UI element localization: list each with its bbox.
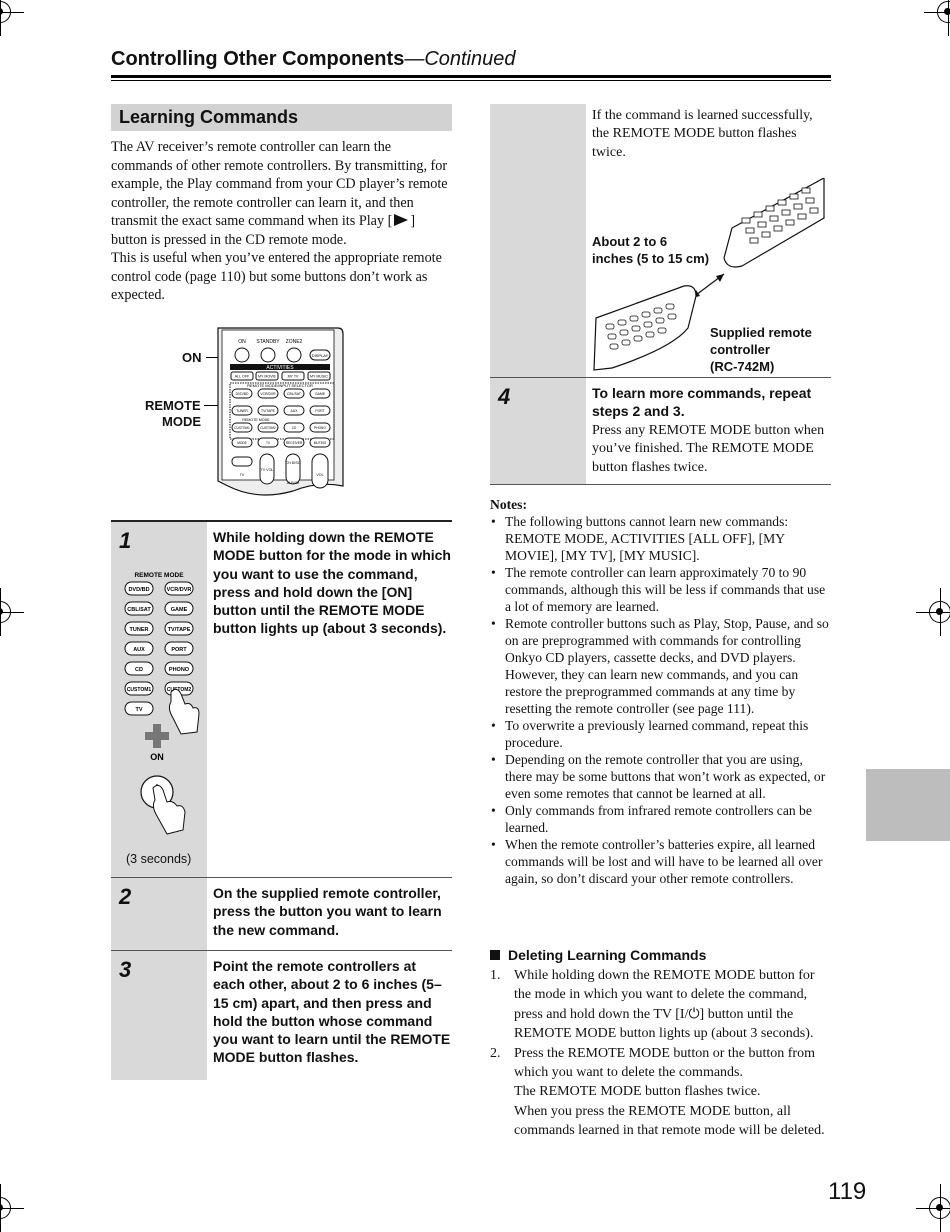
intro-paragraph-2: This is useful when you’ve entered the appropriate remote control code (page 110) but some buttons don’t work as expected. — [111, 250, 442, 303]
note-item: • To overwrite a previously learned command, repeat this procedure. — [490, 717, 832, 751]
step-3-cont-gray-cell — [490, 104, 586, 377]
step-1 — [111, 522, 452, 877]
step1-btn-tv-tape: TV/TAPE — [167, 627, 191, 633]
step-4-text: Press any REMOTE MODE button when you’ve finished. The REMOTE MODE button flashes twice. — [592, 423, 825, 475]
step1-on-label: ON — [150, 752, 164, 762]
notes-heading: Notes: — [490, 497, 527, 512]
note-item: • Depending on the remote controller that you are using, there may be some buttons that won’t work as expected, or even some remotes that cannot be learned at all. — [490, 751, 832, 802]
step1-btn-cd: CD — [135, 667, 143, 673]
chapter-side-tab — [866, 769, 950, 841]
note-item: • Only commands from infrared remote controllers can be learned. — [490, 802, 832, 836]
step-3-cont-text: If the command is learned successfully, the REMOTE MODE button flashes twice. — [592, 108, 813, 160]
remote-btn-custom1: CUSTOM1 — [234, 426, 250, 430]
notes-section — [490, 496, 832, 887]
remote-btn-vcr-dvr: VCR/DVR — [260, 392, 276, 396]
note-item: • The remote controller can learn approximately 70 to 90 commands, although this will be less if commands that use a lot of memory are learned. — [490, 564, 832, 615]
step-3-text: Point the remote controllers at each other, about 2 to 6 inches (5–15 cm) apart, and then press and hold the button whose command you want to learn until the REMOTE MODE button flashes. — [213, 958, 451, 1066]
play-icon — [394, 214, 408, 226]
header-rule — [111, 75, 831, 78]
step-3-continued — [490, 104, 831, 377]
step-2 — [111, 878, 452, 950]
supplied-label-line1: Supplied remote — [710, 325, 812, 340]
step-3-number: 3 — [119, 957, 132, 982]
crop-mark-tl — [0, 1, 11, 23]
remote-btn-tv: TV — [265, 441, 271, 445]
step-4-number: 4 — [498, 384, 511, 409]
step-3 — [111, 951, 452, 1080]
step1-btn-port: PORT — [171, 647, 187, 653]
step1-btn-vcr-dvr: VCR/DVR — [166, 587, 192, 593]
note-item: • When the remote controller’s batteries expire, all learned commands will be lost and will have to be learned all over again, so don’t discard your other remote controllers. — [490, 836, 832, 887]
step1-btn-dvd-bd: DVD/BD — [128, 587, 150, 593]
deleting-heading: Deleting Learning Commands — [490, 947, 706, 963]
remote-btn-port: PORT — [315, 409, 325, 413]
step1-btn-custom2: CUSTOM2 — [166, 687, 192, 693]
step-1-seconds: (3 seconds) — [126, 852, 192, 866]
notes-list — [490, 513, 832, 887]
label-remote: REMOTE — [145, 398, 201, 413]
intro-text — [111, 138, 453, 305]
crop-mark-br — [929, 1197, 950, 1219]
crop-mark-ml — [0, 601, 11, 623]
step1-btn-phono: PHONO — [168, 667, 190, 673]
step-2-text: On the supplied remote controller, press the button you want to learn the new command. — [213, 885, 442, 938]
intro-paragraph-1: The AV receiver’s remote controller can learn the commands of other remote controllers. By transmitting, for example, the Play command from your CD player’s remote controller, the remote controller can learn it, and then transmit the exact same command when its Play [ ] button is pressed in the CD remote mode. — [111, 139, 448, 248]
remote-btn-tuner: TUNER — [236, 409, 248, 413]
remote-btn-tv-tape: TV/TAPE — [261, 409, 275, 413]
step1-btn-tv: TV — [135, 707, 143, 713]
remote-activities-label: ACTIVITIES — [266, 365, 294, 371]
remote-top-label-zone2: ZONE2 — [285, 339, 303, 345]
step1-remote-mode-title: REMOTE MODE — [134, 572, 184, 579]
remote-display-label: DISPLAY — [311, 353, 329, 358]
header-suffix: —Continued — [404, 48, 516, 70]
step-4 — [490, 378, 831, 484]
supplied-label-line2: controller — [710, 342, 770, 357]
crop-mark-mr — [929, 601, 950, 623]
supplied-label-line3: (RC-742M) — [710, 359, 775, 374]
plus-icon-horizontal — [145, 732, 169, 740]
step1-btn-tuner: TUNER — [129, 627, 149, 633]
remote-label-album: ALBUM — [286, 481, 300, 485]
step1-btn-game: GAME — [170, 607, 188, 613]
remote-label-ch-disc: CH DISC — [285, 461, 301, 465]
step-4-title: To learn more commands, repeat steps 2 and 3. — [592, 385, 812, 420]
square-bullet-icon — [490, 950, 500, 960]
remote-btn-aux: AUX — [290, 409, 298, 413]
right-step-bottom-rule — [490, 484, 831, 485]
step-1-text: While holding down the REMOTE MODE button for the mode in which you want to use the command, press and hold down the [ON] button until the REMOTE MODE button lights up (about 3 seconds). — [213, 529, 451, 637]
step1-btn-custom1: CUSTOM1 — [126, 687, 152, 693]
step1-btn-cbl-sat: CBL/SAT — [127, 607, 151, 613]
note-item: • The following buttons cannot learn new commands: REMOTE MODE, ACTIVITIES [ALL OFF], [MY MOVIE], [MY TV], [MY MUSIC]. — [490, 513, 832, 564]
remote-btn-muting: MUTING — [313, 441, 327, 445]
remote-label-vol: VOL — [316, 473, 324, 477]
pointing-hand-icon — [166, 687, 199, 734]
remote-btn-mode: MODE — [237, 441, 247, 445]
remote-btn-phono: PHONO — [314, 426, 326, 430]
remote-btn-all-off: ALL OFF — [234, 374, 250, 379]
remote-top-label-on: ON — [238, 339, 246, 345]
remote-btn-my-music: MY MUSIC — [310, 374, 328, 379]
remote-label-tv-vol: TV VOL — [260, 468, 274, 472]
crop-mark-tr — [937, 1, 950, 23]
note-item: • Remote controller buttons such as Play, Stop, Pause, and so on are preprogrammed with commands for controlling Onkyo CD players, cassette decks, and DVD players. However, they can learn new commands, and you can restore the preprogrammed commands at any time by resetting the remote controller (see page 111). — [490, 615, 832, 717]
deleting-step-2: 2. Press the REMOTE MODE button or the button from which you want to delete the commands. The REMOTE MODE button flashes twice. When you press the REMOTE MODE button, all commands learned in that remote mode will be deleted. — [490, 1045, 825, 1139]
remote-btn-cbl-sat: CBL/SAT — [287, 392, 301, 396]
distance-label-line1: About 2 to 6 — [592, 234, 668, 249]
remote-top-label-standby: STANDBY — [256, 339, 280, 345]
step-2-number: 2 — [119, 884, 132, 909]
remote-selector-title: REMOTE MODE/INPUT SELECTOR — [247, 383, 313, 388]
section-title: Learning Commands — [111, 104, 452, 131]
remote-btn-my-movie: MY MOVIE — [258, 374, 276, 379]
remote-btn-game: GAME — [315, 392, 325, 396]
step-1-number: 1 — [119, 528, 132, 553]
step1-btn-aux: AUX — [133, 647, 145, 653]
remote-btn-receiver: RECEIVER — [285, 441, 303, 445]
label-mode: MODE — [162, 414, 201, 429]
header-rule-thin — [111, 80, 831, 81]
step-1-illustration — [111, 522, 207, 877]
remote-btn-custom2: CUSTOM2 — [260, 426, 276, 430]
remote-btn-cd: CD — [291, 426, 297, 430]
remote-btn-dvd-bd: DVD/BD — [235, 392, 249, 396]
remote-btn-my-tv: MY TV — [287, 374, 299, 379]
remote-illustration — [198, 326, 348, 498]
distance-label-line2: inches (5 to 15 cm) — [592, 251, 710, 266]
page-header — [111, 48, 516, 71]
remote-mode-sub-title: REMOTE MODE — [242, 418, 270, 422]
deleting-step-1: 1. While holding down the REMOTE MODE button for the mode in which you want to delete the command, press and hold down the TV [I/⏻] button until the REMOTE MODE button lights up (about 3 seconds). — [490, 968, 815, 1042]
header-title: Controlling Other Components — [111, 48, 405, 70]
crop-mark-bl — [0, 1197, 11, 1219]
remote-label-tv: TV — [239, 473, 245, 477]
deleting-list — [490, 966, 832, 1141]
label-on: ON — [182, 350, 202, 365]
page-number: 119 — [828, 1178, 867, 1205]
